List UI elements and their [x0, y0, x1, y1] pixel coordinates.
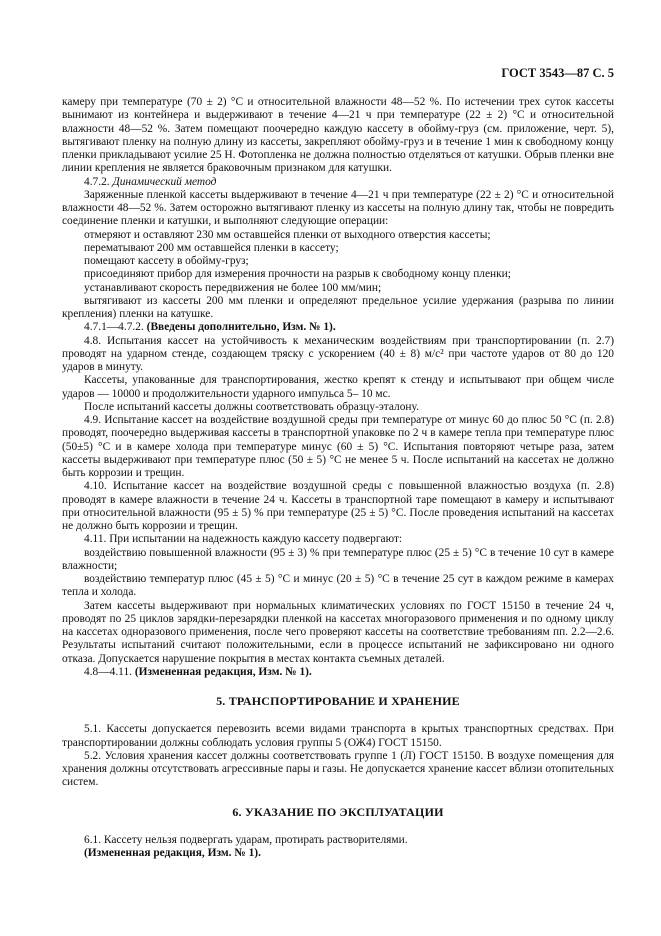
paragraph	[62, 189, 614, 229]
paragraph	[62, 600, 614, 666]
paragraph-text: перематывают 200 мм оставшейся пленки в кассету;	[84, 241, 339, 254]
paragraph-text: Кассеты, упакованные для транспортирования, жестко крепят к стенду и испытывают при общем числе ударов — 10000 и продолжительности ударного импульса 5– 10 мс.	[62, 374, 614, 400]
paragraph-lead: 4.7.2.	[84, 175, 113, 188]
paragraph	[62, 723, 614, 750]
paragraph	[62, 666, 614, 679]
paragraph-text: Заряженные пленкой кассеты выдерживают в течение 4—21 ч при температуре (22 ± 2) °С и относительной влажности 48—52 %. Затем осторожно вытягивают пленку из кассеты на полную длину так, чтобы не повредить соединение пленки и катушки, и выполняют следующие операции:	[62, 188, 614, 228]
paragraph	[62, 480, 614, 533]
document-body	[62, 96, 614, 860]
paragraph	[62, 295, 614, 322]
paragraph-text: 5.1. Кассеты допускается перевозить всеми видами транспорта в крытых транспортных средствах. При транспортировании должны соблюдать условия группы 5 (ОЖ4) ГОСТ 15150.	[62, 723, 614, 749]
paragraph	[62, 750, 614, 790]
paragraph	[62, 401, 614, 414]
paragraph-text: 6.1. Кассету нельзя подвергать ударам, протирать растворителями.	[84, 833, 408, 846]
paragraph	[62, 573, 614, 600]
paragraph	[62, 374, 614, 401]
paragraph-italic: Динамический метод	[112, 175, 217, 188]
paragraph-text: воздействию температур плюс (45 ± 5) °С и минус (20 ± 5) °С в течение 25 сут в каждом режиме в камерах тепла и холода.	[62, 573, 614, 599]
paragraph-text: 5. ТРАНСПОРТИРОВАНИЕ И ХРАНЕНИЕ	[216, 694, 460, 708]
paragraph-text: помещают кассету в обойму-груз;	[84, 255, 249, 267]
paragraph	[62, 547, 614, 574]
paragraph	[62, 268, 614, 281]
section-heading	[62, 806, 614, 819]
page-header: ГОСТ 3543—87 С. 5	[501, 66, 614, 80]
paragraph	[62, 414, 614, 480]
paragraph-text: Затем кассеты выдерживают при нормальных климатических условиях по ГОСТ 15150 в течение 24 ч, проводят по 25 циклов зарядки-перезарядки пленкой на кассетах многоразового применения и по одному циклу на кассетах одноразового применения, после чего проверяют кассеты на соответствие требованиям пп. 2.2—2.6. Результаты испытаний считают положительными, если в процессе испытаний не зафиксировано ни одного отказа. Допускается нарушение покрытия в местах контакта съемных деталей.	[62, 599, 614, 665]
paragraph-text: присоединяют прибор для измерения прочности на разрыв к свободному концу пленки;	[84, 268, 511, 281]
paragraph-text: 4.9. Испытание кассет на воздействие воздушной среды при температуре от минус 60 до плюс 50 °С (п. 2.8) проводят, поочередно выдерживая кассеты в транспортной упаковке по 2 ч в камере тепла при температуре плюс (50±5) °С и в камере холода при температуре минус (60 ± 5) °С. Испытания повторяют четыре раза, затем кассеты выдерживают при температуре плюс (50 ± 5) °С не менее 5 ч. После испытаний на кассетах не должно быть коррозии и трещин.	[62, 414, 614, 479]
paragraph	[62, 255, 614, 268]
paragraph	[62, 242, 614, 255]
paragraph-lead: 4.7.1—4.7.2.	[84, 321, 147, 334]
paragraph-text: 5.2. Условия хранения кассет должны соответствовать группе 1 (Л) ГОСТ 15150. В воздухе помещения для хранения должны отсутствовать агрессивные пары и газы. Не допускается хранение кассет вблизи отопительных систем.	[62, 749, 614, 789]
paragraph-text: 4.8. Испытания кассет на устойчивость к механическим воздействиям при транспортировании (п. 2.7) проводят на ударном стенде, создающем тряску с ускорением (40 ± 8) м/с² при частоте ударов от 80 до 120 ударов в минуту.	[62, 334, 614, 373]
paragraph-text: После испытаний кассеты должны соответствовать образцу-эталону.	[84, 400, 419, 413]
paragraph	[62, 96, 614, 176]
paragraph	[62, 229, 614, 242]
paragraph	[62, 847, 614, 860]
paragraph-text: устанавливают скорость передвижения не более 100 мм/мин;	[84, 281, 382, 294]
paragraph-text: камеру при температуре (70 ± 2) °С и относительной влажности 48—52 %. По истечении трех суток кассеты вынимают из контейнера и выдерживают в течение 4—21 ч при температуре (22 ± 2) °С и относительной влажности 48—52 %. Затем помещают поочередно каждую кассету в обойму-груз (см. приложение, черт. 5), вытягивают пленку на полную длину из кассеты, закрепляют обойму-груз и в течение 1 мин к свободному концу пленки прикладывают усилие 25 Н. Фотопленка не должна полностью отделяться от катушки. Обрыв пленки вне линии крепления не является браковочным признаком для катушки.	[62, 96, 614, 175]
paragraph-text: вытягивают из кассеты 200 мм пленки и определяют предельное усилие удержания (разрыва по линии крепления) пленки на катушке.	[62, 294, 614, 320]
paragraph-text: 4.10. Испытание кассет на воздействие воздушной среды с повышенной влажностью воздуха (п. 2.8) проводят в камере влажности в течение 24 ч. Кассеты в транспортной таре помещают в камеру и испытывают при относительной влажности (95 ± 5) % при температуре (25 ± 5) °С. После проведения испытаний на кассетах не должно быть коррозии и трещин.	[62, 480, 614, 532]
paragraph-text: 6. УКАЗАНИЕ ПО ЭКСПЛУАТАЦИИ	[232, 804, 444, 819]
paragraph-bold: (Измененная редакция, Изм. № 1).	[134, 665, 312, 678]
paragraph	[62, 335, 614, 375]
paragraph-bold: (Введены дополнительно, Изм. № 1).	[146, 321, 336, 334]
paragraph	[62, 176, 614, 189]
paragraph-text: воздействию повышенной влажности (95 ± 3) % при температуре плюс (25 ± 5) °С в течение 10 сут в камере влажности;	[62, 546, 614, 572]
paragraph	[62, 282, 614, 295]
paragraph-text: отмеряют и оставляют 230 мм оставшейся пленки от выходного отверстия кассеты;	[84, 228, 491, 241]
paragraph-lead: 4.8—4.11.	[84, 665, 135, 678]
paragraph	[62, 834, 614, 847]
paragraph	[62, 321, 614, 334]
paragraph-bold: (Измененная редакция, Изм. № 1).	[84, 847, 261, 859]
paragraph	[62, 533, 614, 546]
paragraph-text: 4.11. При испытании на надежность каждую кассету подвергают:	[84, 533, 403, 546]
section-heading	[62, 695, 614, 708]
